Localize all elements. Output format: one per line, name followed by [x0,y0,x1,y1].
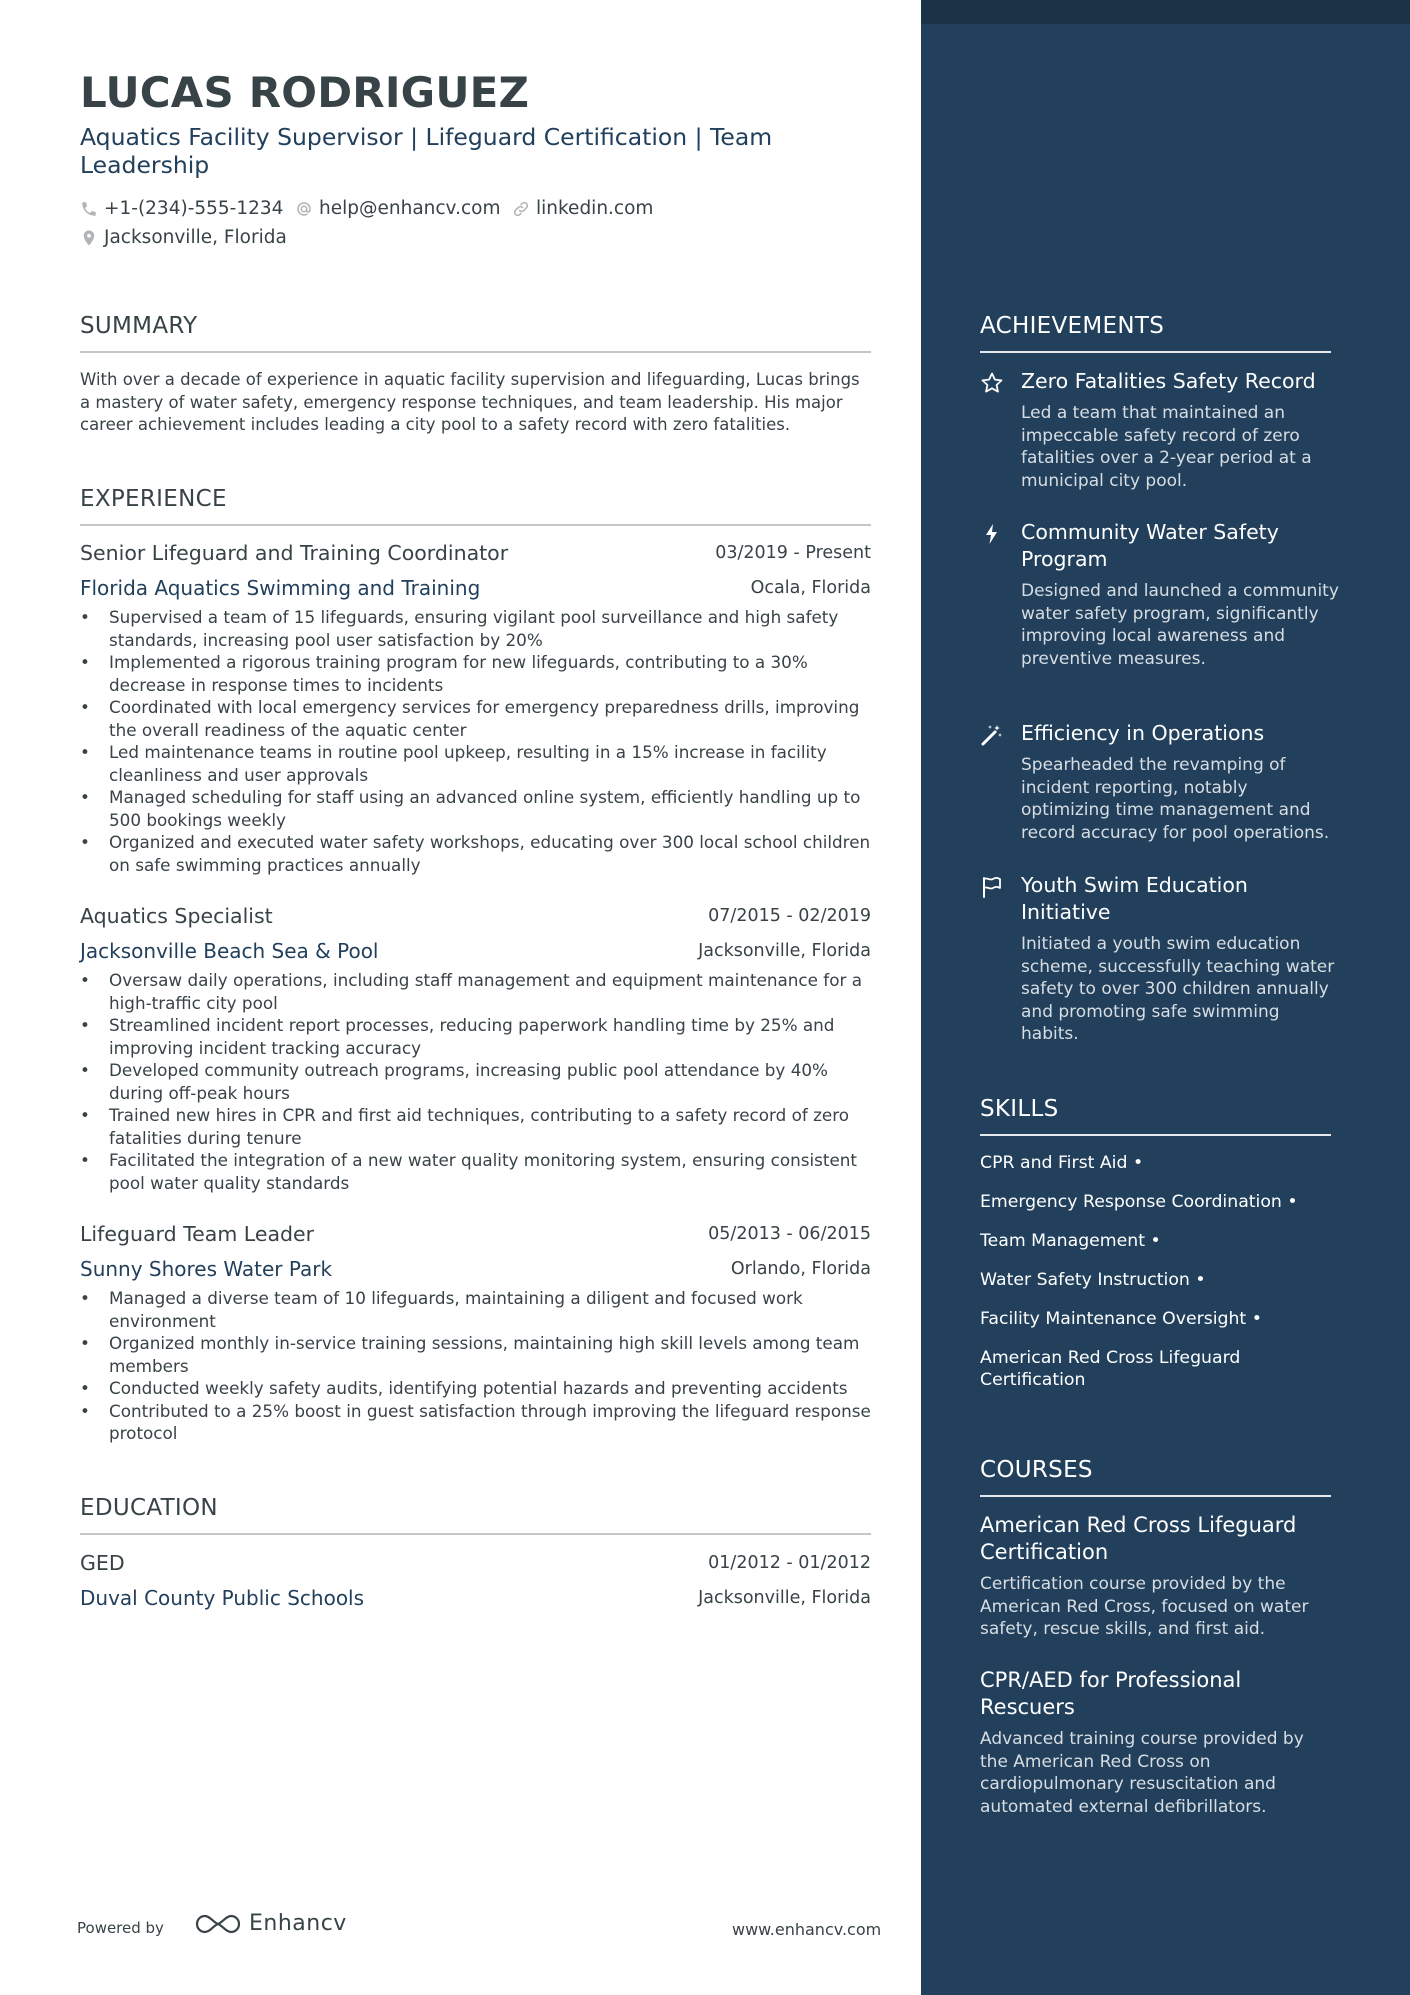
enhancv-logo-icon [195,1912,241,1936]
experience-divider [80,524,871,526]
achievements-heading: ACHIEVEMENTS [980,313,1165,339]
achievement-description: Led a team that maintained an impeccable safety record of zero fatalities over a 2-year period at a municipal city pool. [1021,403,1312,491]
bullet-item: • Contributed to a 25% boost in guest satisfaction through improving the lifeguard response protocol [80,1400,871,1445]
courses-divider [980,1495,1331,1497]
achievement-title: Zero Fatalities Safety Record [1021,369,1316,393]
skill-item: Water Safety Instruction • [980,1270,1206,1290]
job-bullets [80,606,871,876]
bullet-item: • Streamlined incident report processes, reducing paperwork handling time by 25% and improving incident tracking accuracy [80,1014,871,1059]
lightning-icon [980,522,1004,546]
achievement-title: Youth Swim Education Initiative [1021,873,1248,924]
experience-heading: EXPERIENCE [80,486,227,512]
contact-location [80,227,287,248]
skills-heading: SKILLS [980,1096,1059,1122]
job-dates: 05/2013 - 06/2015 [708,1224,871,1244]
bullet-item: • Organized and executed water safety workshops, educating over 300 local school children on safe swimming practices annually [80,831,871,876]
job-company: Sunny Shores Water Park [80,1257,333,1281]
job-location: Ocala, Florida [750,578,871,598]
course-title: CPR/AED for Professional Rescuers [980,1668,1242,1719]
skill-item: Team Management • [980,1231,1161,1251]
sidebar [921,0,1410,1995]
bullet-item: • Supervised a team of 15 lifeguards, ensuring vigilant pool surveillance and high safety standards, increasing pool user satisfaction by 20% [80,606,871,651]
job-title: Aquatics Specialist [80,904,273,928]
courses-heading: COURSES [980,1457,1093,1483]
achievements-divider [980,351,1331,353]
magic-wand-icon [980,723,1004,747]
achievement-description: Designed and launched a community water safety program, significantly improving local awareness and preventive measures. [1021,581,1339,669]
phone-text: +1-(234)-555-1234 [104,198,284,219]
summary-divider [80,351,871,353]
bullet-item: • Facilitated the integration of a new water quality monitoring system, ensuring consistent pool water quality standards [80,1149,871,1194]
course-description: Advanced training course provided by the American Red Cross on cardiopulmonary resuscitation and automated external defibrillators. [980,1729,1304,1817]
job-company: Jacksonville Beach Sea & Pool [80,939,379,963]
enhancv-logo-text: Enhancv [249,1911,347,1936]
summary-text: With over a decade of experience in aquatic facility supervision and lifeguarding, Lucas brings a mastery of water safety, emergency response techniques, and team leadership. His major career achievement includes leading a city pool to a safety record with zero fatalities. [80,370,860,434]
achievement-description: Initiated a youth swim education scheme, successfully teaching water safety to over 300 children annually and promoting safe swimming habits. [1021,934,1335,1044]
phone-icon [80,200,98,218]
job-title: Lifeguard Team Leader [80,1222,315,1246]
bullet-item: • Implemented a rigorous training program for new lifeguards, contributing to a 30% decrease in response times to incidents [80,651,871,696]
job-company: Florida Aquatics Swimming and Training [80,576,481,600]
skill-item: CPR and First Aid • [980,1153,1144,1173]
location-text: Jacksonville, Florida [104,227,287,248]
bullet-item: • Led maintenance teams in routine pool upkeep, resulting in a 15% increase in facility cleanliness and user approvals [80,741,871,786]
education-degree: GED [80,1551,125,1575]
achievement-title: Efficiency in Operations [1021,721,1265,745]
course-description: Certification course provided by the American Red Cross, focused on water safety, rescue skills, and first aid. [980,1574,1309,1639]
job-location: Jacksonville, Florida [698,941,871,961]
achievement-title: Community Water Safety Program [1021,520,1279,571]
course-title: American Red Cross Lifeguard Certification [980,1513,1297,1564]
bullet-item: • Developed community outreach programs, increasing public pool attendance by 40% during off-peak hours [80,1059,871,1104]
education-school: Duval County Public Schools [80,1586,365,1610]
contact-linkedin[interactable] [512,198,653,219]
linkedin-text: linkedin.com [536,198,654,219]
bullet-item: • Oversaw daily operations, including staff management and equipment maintenance for a high-traffic city pool [80,969,871,1014]
job-dates: 03/2019 - Present [715,543,871,563]
summary-heading: SUMMARY [80,313,198,339]
location-pin-icon [80,229,98,247]
bullet-item: • Organized monthly in-service training sessions, maintaining high skill levels among team members [80,1332,871,1377]
education-dates: 01/2012 - 01/2012 [708,1553,871,1573]
at-icon [295,200,313,218]
footer-website[interactable]: www.enhancv.com [732,1920,882,1939]
skill-item: Facility Maintenance Oversight • [980,1309,1262,1329]
bullet-item: • Managed scheduling for staff using an advanced online system, efficiently handling up to 500 bookings weekly [80,786,871,831]
headline: Aquatics Facility Supervisor | Lifeguard Certification | Team Leadership [80,123,773,179]
bullet-item: • Managed a diverse team of 10 lifeguards, maintaining a diligent and focused work environment [80,1287,871,1332]
bullet-item: • Trained new hires in CPR and first aid techniques, contributing to a safety record of zero fatalities during tenure [80,1104,871,1149]
bullet-item: • Conducted weekly safety audits, identifying potential hazards and preventing accidents [80,1377,871,1400]
achievement-description: Spearheaded the revamping of incident reporting, notably optimizing time management and record accuracy for pool operations. [1021,755,1330,843]
contact-email[interactable] [295,198,500,219]
job-bullets [80,969,871,1194]
contact-phone[interactable] [80,198,283,219]
education-divider [80,1533,871,1535]
star-icon [980,371,1004,395]
education-location: Jacksonville, Florida [698,1588,871,1608]
link-icon [512,200,530,218]
bullet-item: • Coordinated with local emergency services for emergency preparedness drills, improving the overall readiness of the aquatic center [80,696,871,741]
job-dates: 07/2015 - 02/2019 [708,906,871,926]
flag-icon [980,875,1004,899]
candidate-name: LUCAS RODRIGUEZ [80,68,530,117]
job-location: Orlando, Florida [730,1259,871,1279]
skill-item: Emergency Response Coordination • [980,1192,1298,1212]
email-text: help@enhancv.com [319,198,501,219]
enhancv-logo[interactable] [195,1911,347,1936]
education-heading: EDUCATION [80,1495,218,1521]
powered-by-label: Powered by [77,1919,164,1937]
job-title: Senior Lifeguard and Training Coordinator [80,541,509,565]
job-bullets [80,1287,871,1445]
skill-item: American Red Cross Lifeguard Certification [980,1348,1241,1390]
skills-divider [980,1134,1331,1136]
sidebar-top-band [921,0,1410,24]
